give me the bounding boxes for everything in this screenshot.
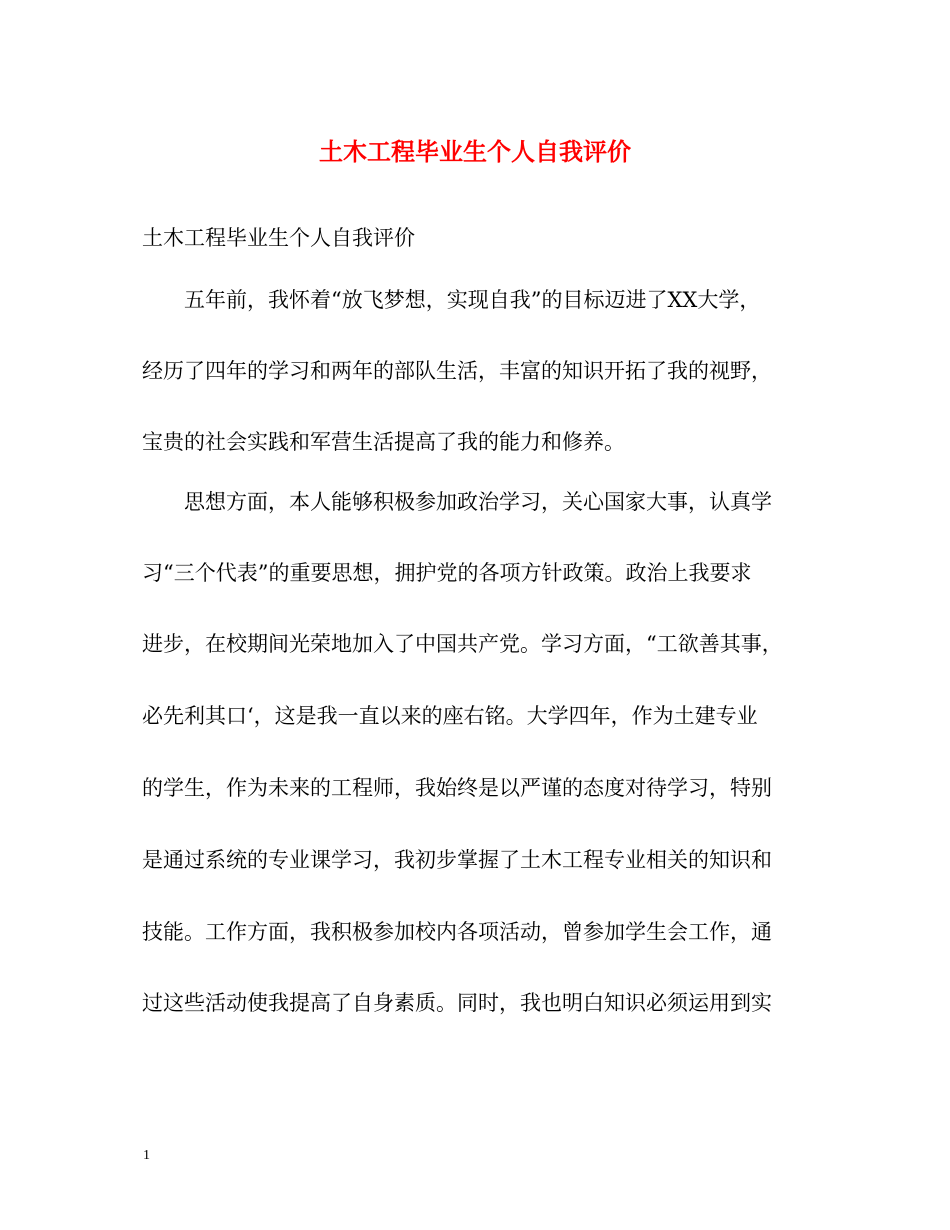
page-number: 1	[143, 1148, 150, 1163]
text-line: 习“三个代表”的重要思想，拥护党的各项方针政策。政治上我要求	[142, 561, 752, 585]
text-line-paragraph-1-start: 五年前，我怀着“放飞梦想，实现自我”的目标迈进了XX大学，	[184, 288, 761, 312]
text-line: 必先利其口‘，这是我一直以来的座右铭。大学四年，作为土建专业	[142, 704, 758, 728]
text-line: 进步，在校期间光荣地加入了中国共产党。学习方面，“工欲善其事，	[142, 632, 783, 656]
text-line: 是通过系统的专业课学习，我初步掌握了土木工程专业相关的知识和	[142, 848, 772, 872]
document-title: 土木工程毕业生个人自我评价	[319, 137, 631, 166]
text-line-paragraph-2-start: 思想方面，本人能够积极参加政治学习，关心国家大事，认真学	[184, 490, 772, 514]
text-line: 过这些活动使我提高了自身素质。同时，我也明白知识必须运用到实	[142, 991, 772, 1015]
text-line: 经历了四年的学习和两年的部队生活，丰富的知识开拓了我的视野，	[142, 359, 772, 383]
text-line: 技能。工作方面，我积极参加校内各项活动，曾参加学生会工作，通	[142, 920, 772, 944]
text-line: 的学生，作为未来的工程师，我始终是以严谨的态度对待学习，特别	[142, 776, 772, 800]
text-line: 宝贵的社会实践和军营生活提高了我的能力和修养。	[142, 430, 625, 454]
text-line-subtitle: 土木工程毕业生个人自我评价	[142, 226, 415, 250]
